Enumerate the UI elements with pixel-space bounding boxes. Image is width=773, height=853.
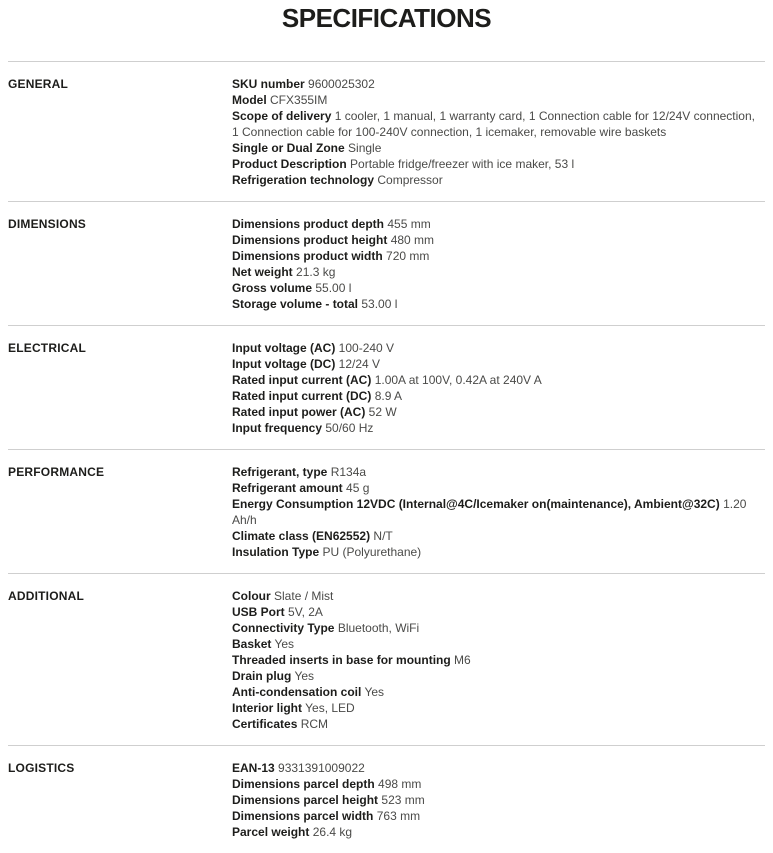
spec-value: R134a <box>330 465 367 479</box>
spec-value: 1.20 Ah/h <box>232 497 747 527</box>
spec-value: Yes <box>294 669 315 683</box>
spec-name: Refrigeration technology <box>232 173 375 187</box>
spec-row <box>232 604 763 620</box>
spec-name: Interior light <box>232 701 302 715</box>
spec-name: Input frequency <box>232 421 323 435</box>
spec-name: Rated input current (DC) <box>232 389 372 403</box>
spec-row <box>232 636 763 652</box>
spec-value: 50/60 Hz <box>325 421 374 435</box>
spec-row <box>232 172 763 188</box>
spec-section <box>8 745 765 853</box>
spec-row <box>232 280 763 296</box>
spec-name: Insulation Type <box>232 545 320 559</box>
spec-row <box>232 808 763 824</box>
spec-name: USB Port <box>232 605 285 619</box>
section-label: ELECTRICAL <box>8 341 86 355</box>
spec-row <box>232 232 763 248</box>
spec-name: Dimensions parcel width <box>232 809 374 823</box>
spec-value: 53.00 l <box>361 297 398 311</box>
spec-name: Single or Dual Zone <box>232 141 345 155</box>
spec-row <box>232 340 763 356</box>
spec-name: Scope of delivery <box>232 109 332 123</box>
spec-row <box>232 92 763 108</box>
spec-value: RCM <box>300 717 329 731</box>
spec-value: Yes, LED <box>305 701 355 715</box>
spec-value: Bluetooth, WiFi <box>337 621 420 635</box>
spec-row <box>232 264 763 280</box>
spec-row <box>232 464 763 480</box>
spec-row <box>232 776 763 792</box>
spec-value: 763 mm <box>376 809 421 823</box>
spec-value: 523 mm <box>381 793 425 807</box>
spec-name: Net weight <box>232 265 293 279</box>
spec-section <box>8 61 765 201</box>
spec-section <box>8 573 765 745</box>
spec-value: Portable fridge/freezer with ice maker, 53 l <box>350 157 575 171</box>
spec-row <box>232 404 763 420</box>
spec-value: 455 mm <box>387 217 431 231</box>
spec-row <box>232 700 763 716</box>
spec-name: Dimensions product width <box>232 249 383 263</box>
section-rows <box>232 76 765 188</box>
spec-value: Yes <box>364 685 385 699</box>
spec-row <box>232 760 763 776</box>
spec-value: 26.4 kg <box>312 825 353 839</box>
spec-name: Gross volume <box>232 281 313 295</box>
spec-name: Parcel weight <box>232 825 310 839</box>
spec-name: Drain plug <box>232 669 292 683</box>
spec-row <box>232 356 763 372</box>
spec-name: Anti-condensation coil <box>232 685 362 699</box>
spec-name: Connectivity Type <box>232 621 335 635</box>
spec-row <box>232 684 763 700</box>
spec-name: SKU number <box>232 77 305 91</box>
spec-value: 12/24 V <box>338 357 381 371</box>
spec-section <box>8 449 765 573</box>
spec-value: Yes <box>274 637 295 651</box>
spec-name: Certificates <box>232 717 298 731</box>
spec-row <box>232 248 763 264</box>
spec-value: Slate / Mist <box>274 589 334 603</box>
spec-section <box>8 201 765 325</box>
spec-row <box>232 372 763 388</box>
spec-name: Dimensions parcel height <box>232 793 379 807</box>
spec-value: 45 g <box>346 481 370 495</box>
spec-name: Dimensions product depth <box>232 217 385 231</box>
spec-name: Product Description <box>232 157 347 171</box>
spec-row <box>232 792 763 808</box>
section-label: LOGISTICS <box>8 761 75 775</box>
spec-name: Threaded inserts in base for mounting <box>232 653 451 667</box>
spec-name: EAN-13 <box>232 761 275 775</box>
spec-row <box>232 544 763 560</box>
spec-value: Single <box>348 141 382 155</box>
spec-name: Dimensions product height <box>232 233 388 247</box>
spec-name: Refrigerant amount <box>232 481 343 495</box>
spec-value: 55.00 l <box>315 281 352 295</box>
spec-sections <box>0 61 773 853</box>
section-rows <box>232 340 765 436</box>
spec-name: Input voltage (DC) <box>232 357 336 371</box>
spec-value: 498 mm <box>378 777 422 791</box>
spec-row <box>232 620 763 636</box>
section-rows <box>232 216 765 312</box>
page-title: SPECIFICATIONS <box>281 3 492 33</box>
spec-row <box>232 216 763 232</box>
spec-name: Input voltage (AC) <box>232 341 336 355</box>
spec-row <box>232 156 763 172</box>
spec-row <box>232 388 763 404</box>
spec-value: 9600025302 <box>308 77 375 91</box>
spec-value: 1.00A at 100V, 0.42A at 240V A <box>374 373 542 387</box>
spec-value: 1 cooler, 1 manual, 1 warranty card, 1 Connection cable for 12/24V connection, 1 Connection cable for 100-240V connection, 1 icemaker, removable wire baskets <box>232 109 755 139</box>
spec-value: N/T <box>373 529 393 543</box>
section-label: ADDITIONAL <box>8 589 84 603</box>
spec-value: 21.3 kg <box>296 265 336 279</box>
spec-row <box>232 668 763 684</box>
spec-name: Model <box>232 93 267 107</box>
spec-value: M6 <box>454 653 471 667</box>
spec-row <box>232 588 763 604</box>
spec-row <box>232 420 763 436</box>
spec-row <box>232 652 763 668</box>
spec-row <box>232 824 763 840</box>
spec-name: Rated input current (AC) <box>232 373 372 387</box>
section-label: GENERAL <box>8 77 69 91</box>
spec-value: 52 W <box>368 405 397 419</box>
spec-section <box>8 325 765 449</box>
section-rows <box>232 588 765 732</box>
spec-name: Rated input power (AC) <box>232 405 366 419</box>
spec-value: 100-240 V <box>338 341 395 355</box>
section-rows <box>232 760 765 840</box>
spec-row <box>232 76 763 92</box>
spec-name: Storage volume - total <box>232 297 359 311</box>
spec-value: 8.9 A <box>374 389 403 403</box>
spec-value: 5V, 2A <box>288 605 323 619</box>
spec-value: 720 mm <box>386 249 430 263</box>
spec-row <box>232 108 763 140</box>
spec-name: Dimensions parcel depth <box>232 777 375 791</box>
spec-row <box>232 480 763 496</box>
section-label: PERFORMANCE <box>8 465 105 479</box>
spec-value: 480 mm <box>390 233 435 247</box>
spec-row <box>232 296 763 312</box>
spec-value: Compressor <box>377 173 443 187</box>
section-label: DIMENSIONS <box>8 217 87 231</box>
spec-value: 9331391009022 <box>278 761 365 775</box>
spec-value: CFX355IM <box>270 93 328 107</box>
spec-name: Energy Consumption 12VDC (Internal@4C/Icemaker on(maintenance), Ambient@32C) <box>232 497 720 511</box>
spec-name: Refrigerant, type <box>232 465 328 479</box>
spec-row <box>232 140 763 156</box>
spec-row <box>232 496 763 528</box>
spec-name: Climate class (EN62552) <box>232 529 371 543</box>
spec-name: Colour <box>232 589 271 603</box>
section-rows <box>232 464 765 560</box>
spec-name: Basket <box>232 637 272 651</box>
spec-value: PU (Polyurethane) <box>322 545 422 559</box>
spec-row <box>232 716 763 732</box>
spec-row <box>232 528 763 544</box>
